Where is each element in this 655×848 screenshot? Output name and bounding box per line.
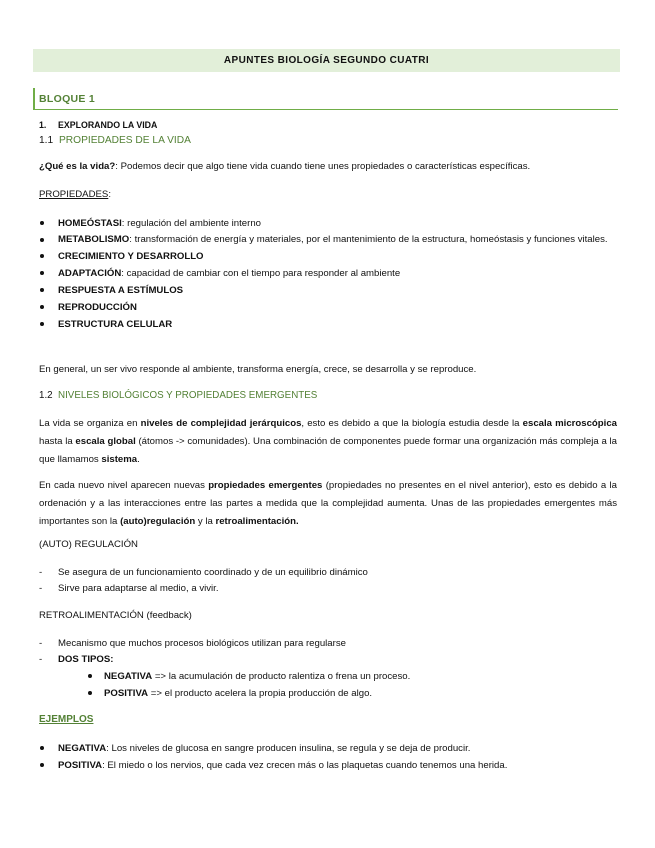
tipos-sublist (39, 668, 617, 702)
section-1-2-heading (39, 389, 617, 403)
document-title: APUNTES BIOLOGÍA SEGUNDO CUATRI (33, 49, 620, 72)
que-es-label: ¿Qué es la vida? (39, 161, 116, 172)
list-item (39, 265, 617, 282)
propiedades-emergentes-paragraph (39, 477, 617, 531)
list-item (39, 215, 617, 232)
list-item: - Se asegura de un funcionamiento coordinado y de un equilibrio dinámico (39, 565, 617, 581)
para2-text: (propiedades no presentes en el nivel anterior), esto es debido a la ordenación y a las interacciones entre las partes a medida que la complejidad aumenta. Unas de las propiedades emergentes más importantes son la (39, 480, 618, 527)
para1-bold: escala microscópica (522, 418, 617, 429)
list-item-desc: => el producto acelera la propia producción de algo. (148, 688, 373, 699)
section-1-number: 1. (39, 120, 47, 130)
para1-bold: sistema (101, 454, 138, 465)
list-item-desc: => la acumulación de producto ralentiza o frena un proceso. (152, 671, 411, 682)
list-item-desc: : transformación de energía y materiales, por el mantenimiento de la estructura, homeóstasis y funciones vitales. (129, 234, 608, 245)
list-item (39, 248, 617, 265)
list-item-desc: : regulación del ambiente interno (121, 218, 261, 229)
para2-bold: propiedades emergentes (208, 480, 323, 491)
list-item-term: ADAPTACIÓN (58, 268, 122, 279)
ejemplos-list (39, 740, 617, 774)
propiedades-heading (39, 188, 617, 202)
para1-text: . (137, 454, 140, 465)
propiedades-heading-colon: : (108, 189, 111, 200)
section-1-1-label: PROPIEDADES DE LA VIDA (59, 135, 191, 146)
section-1-1-number: 1.1 (39, 135, 54, 146)
list-item-term: ESTRUCTURA CELULAR (58, 319, 173, 330)
section-1-2-number: 1.2 (39, 390, 53, 401)
retroalimentacion-heading: RETROALIMENTACIÓN (feedback) (39, 610, 192, 621)
para1-text: hasta la (39, 436, 76, 447)
autoregulacion-list (39, 565, 617, 597)
list-item-term: NEGATIVA (104, 671, 153, 682)
list-item-desc: : capacidad de cambiar con el tiempo para responder al ambiente (121, 268, 401, 279)
niveles-paragraph (39, 415, 617, 469)
para1-bold: escala global (75, 436, 136, 447)
list-item-term: POSITIVA (58, 760, 103, 771)
list-item-term: CRECIMIENTO Y DESARROLLO (58, 251, 204, 262)
section-1-heading (39, 119, 617, 132)
que-es-la-vida-paragraph (39, 160, 617, 174)
list-item (39, 232, 617, 248)
para2-text: En cada nuevo nivel aparecen nuevas (39, 480, 209, 491)
section-1-2-label: NIVELES BIOLÓGICOS Y PROPIEDADES EMERGENTES (58, 390, 318, 401)
list-item-term: REPRODUCCIÓN (58, 302, 137, 313)
ejemplos-heading: EJEMPLOS (39, 714, 94, 725)
list-item-term: HOMEÓSTASI (58, 218, 122, 229)
section-1-label: EXPLORANDO LA VIDA (58, 120, 158, 130)
dos-tipos-label: DOS TIPOS: (58, 654, 114, 665)
section-1-1-heading (39, 134, 617, 149)
que-es-text: : Podemos decir que algo tiene vida cuando tiene unes propiedades o características específicas. (115, 161, 531, 172)
para1-bold: niveles de complejidad jerárquicos (140, 418, 302, 429)
propiedades-heading-text: PROPIEDADES (39, 189, 109, 200)
list-item (39, 282, 617, 299)
para1-text: (átomos -> comunidades). Una combinación de componentes puede formar una organización más compleja a la que llamamos (39, 436, 617, 465)
para2-text: y la (195, 516, 216, 527)
list-item (39, 757, 617, 774)
list-item (39, 668, 617, 685)
autoregulacion-heading: (AUTO) REGULACIÓN (39, 539, 138, 550)
para2-bold: retroalimentación. (215, 516, 299, 527)
retroalimentacion-list (39, 636, 617, 668)
list-item: - Sirve para adaptarse al medio, a vivir. (39, 581, 617, 597)
list-item-term: NEGATIVA (58, 743, 107, 754)
para2-bold: (auto)regulación (120, 516, 196, 527)
list-item-desc: : Los niveles de glucosa en sangre producen insulina, se regula y se deja de producir. (106, 743, 471, 754)
general-summary: En general, un ser vivo responde al ambiente, transforma energía, crece, se desarrolla y se reproduce. (39, 364, 477, 375)
list-item (39, 652, 617, 668)
list-item (39, 316, 617, 333)
list-item-term: POSITIVA (104, 688, 149, 699)
list-item (39, 299, 617, 316)
para1-text: La vida se organiza en (39, 418, 141, 429)
bloque-heading: BLOQUE 1 (33, 88, 618, 110)
list-item (39, 740, 617, 757)
list-item-term: RESPUESTA A ESTÍMULOS (58, 285, 184, 296)
list-item: - Mecanismo que muchos procesos biológicos utilizan para regularse (39, 636, 617, 652)
propiedades-list (39, 215, 617, 333)
list-item (39, 685, 617, 702)
list-item-desc: : El miedo o los nervios, que cada vez crecen más o las plaquetas cuando tenemos una herida. (102, 760, 508, 771)
para1-text: , esto es debido a que la biología estudia desde la (301, 418, 523, 429)
list-item-term: METABOLISMO (58, 234, 130, 245)
